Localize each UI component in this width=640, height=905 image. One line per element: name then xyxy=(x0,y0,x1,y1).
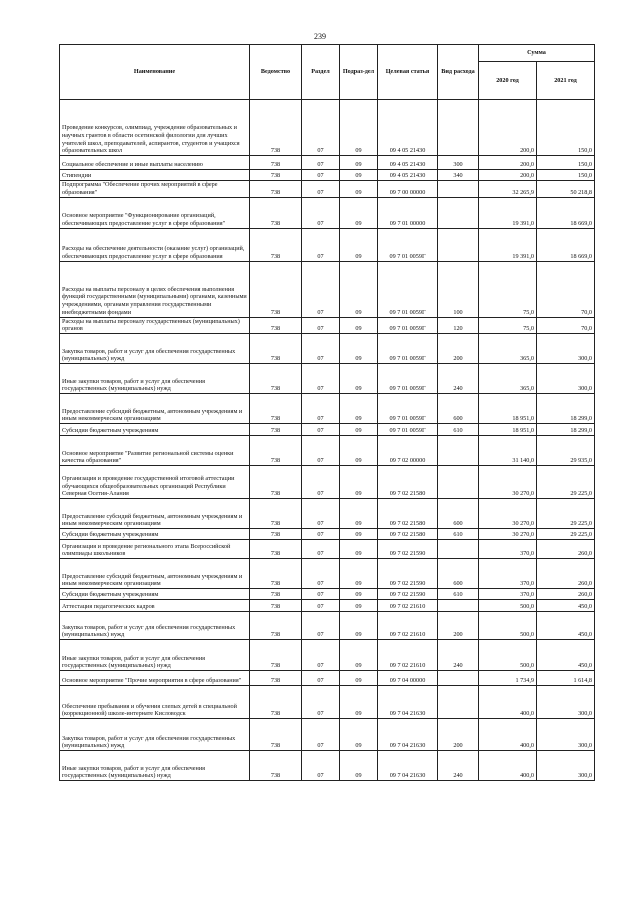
row-dept: 738 xyxy=(250,317,302,334)
row-name: Обеспечение пребывания и обучения слепых детей в специальной (коррекционной) школе-интернате Кисловодск xyxy=(60,686,250,719)
row-subsection: 09 xyxy=(340,499,378,529)
row-amount-2021: 29 225,0 xyxy=(537,466,595,499)
row-exp-type: 240 xyxy=(438,364,479,394)
header-exp-type: Вид расхода xyxy=(438,45,479,100)
row-amount-2020: 500,0 xyxy=(479,612,537,640)
row-section: 07 xyxy=(302,100,340,156)
row-target: 09 7 00 00000 xyxy=(378,181,438,198)
row-subsection: 09 xyxy=(340,686,378,719)
row-section: 07 xyxy=(302,529,340,540)
row-target: 09 7 01 0059Г xyxy=(378,261,438,317)
row-amount-2020: 30 270,0 xyxy=(479,466,537,499)
row-dept: 738 xyxy=(250,529,302,540)
row-amount-2020: 18 951,0 xyxy=(479,424,537,436)
row-dept: 738 xyxy=(250,559,302,589)
row-section: 07 xyxy=(302,364,340,394)
row-amount-2021: 18 299,0 xyxy=(537,394,595,424)
row-exp-type xyxy=(438,197,479,228)
row-exp-type: 200 xyxy=(438,334,479,364)
row-amount-2020: 400,0 xyxy=(479,751,537,781)
row-target: 09 7 04 21630 xyxy=(378,686,438,719)
row-name: Аттестация педагогических кадров xyxy=(60,600,250,612)
row-amount-2021: 450,0 xyxy=(537,600,595,612)
table-row xyxy=(60,540,595,559)
row-section: 07 xyxy=(302,466,340,499)
row-section: 07 xyxy=(302,436,340,466)
row-section: 07 xyxy=(302,671,340,686)
row-amount-2020: 365,0 xyxy=(479,364,537,394)
row-name: Подпрограмма "Обеспечение прочих мероприятий в сфере образования" xyxy=(60,181,250,198)
row-section: 07 xyxy=(302,559,340,589)
row-amount-2020: 75,0 xyxy=(479,317,537,334)
row-exp-type xyxy=(438,228,479,261)
row-name: Расходы на выплаты персоналу государственных (муниципальных) органов xyxy=(60,317,250,334)
row-name: Иные закупки товаров, работ и услуг для обеспечения государственных (муниципальных) нужд xyxy=(60,364,250,394)
table-row xyxy=(60,170,595,181)
row-section: 07 xyxy=(302,600,340,612)
table-row xyxy=(60,317,595,334)
row-exp-type xyxy=(438,671,479,686)
row-subsection: 09 xyxy=(340,671,378,686)
row-section: 07 xyxy=(302,686,340,719)
row-section: 07 xyxy=(302,499,340,529)
row-subsection: 09 xyxy=(340,100,378,156)
row-target: 09 7 02 21590 xyxy=(378,559,438,589)
row-name: Закупка товаров, работ и услуг для обеспечения государственных (муниципальных) нужд xyxy=(60,334,250,364)
row-dept: 738 xyxy=(250,334,302,364)
table-row xyxy=(60,466,595,499)
row-amount-2021: 150,0 xyxy=(537,170,595,181)
row-subsection: 09 xyxy=(340,719,378,751)
row-target: 09 7 04 00000 xyxy=(378,671,438,686)
row-target: 09 7 02 21610 xyxy=(378,600,438,612)
row-section: 07 xyxy=(302,334,340,364)
table-row xyxy=(60,364,595,394)
row-amount-2021: 50 218,8 xyxy=(537,181,595,198)
header-target: Целевая статья xyxy=(378,45,438,100)
table-row xyxy=(60,228,595,261)
table-row xyxy=(60,612,595,640)
row-amount-2021: 260,0 xyxy=(537,540,595,559)
row-amount-2021: 18 669,0 xyxy=(537,228,595,261)
row-subsection: 09 xyxy=(340,540,378,559)
row-amount-2020: 19 391,0 xyxy=(479,197,537,228)
table-row xyxy=(60,600,595,612)
row-amount-2021: 300,0 xyxy=(537,334,595,364)
row-target: 09 7 01 0059Г xyxy=(378,424,438,436)
header-dept: Ведомство xyxy=(250,45,302,100)
row-section: 07 xyxy=(302,751,340,781)
row-amount-2020: 200,0 xyxy=(479,156,537,170)
row-subsection: 09 xyxy=(340,612,378,640)
row-amount-2021: 300,0 xyxy=(537,719,595,751)
row-section: 07 xyxy=(302,228,340,261)
row-amount-2020: 370,0 xyxy=(479,540,537,559)
row-target: 09 7 02 21610 xyxy=(378,612,438,640)
row-amount-2021: 29 225,0 xyxy=(537,499,595,529)
row-amount-2020: 500,0 xyxy=(479,600,537,612)
row-exp-type xyxy=(438,436,479,466)
row-target: 09 4 05 21430 xyxy=(378,156,438,170)
row-target: 09 7 04 21630 xyxy=(378,719,438,751)
row-section: 07 xyxy=(302,540,340,559)
table-row xyxy=(60,197,595,228)
row-dept: 738 xyxy=(250,436,302,466)
row-target: 09 7 02 00000 xyxy=(378,436,438,466)
row-amount-2021: 300,0 xyxy=(537,751,595,781)
row-name: Закупка товаров, работ и услуг для обеспечения государственных (муниципальных) нужд xyxy=(60,719,250,751)
row-dept: 738 xyxy=(250,424,302,436)
row-dept: 738 xyxy=(250,170,302,181)
row-amount-2020: 30 270,0 xyxy=(479,529,537,540)
row-target: 09 7 01 0059Г xyxy=(378,394,438,424)
row-target: 09 7 01 0059Г xyxy=(378,317,438,334)
row-subsection: 09 xyxy=(340,640,378,671)
row-dept: 738 xyxy=(250,197,302,228)
row-dept: 738 xyxy=(250,181,302,198)
row-subsection: 09 xyxy=(340,394,378,424)
row-section: 07 xyxy=(302,589,340,600)
row-name: Расходы на обеспечение деятельности (оказание услуг) организаций, обеспечивающих предоставление услуг в сфере образования xyxy=(60,228,250,261)
row-section: 07 xyxy=(302,424,340,436)
row-exp-type xyxy=(438,600,479,612)
row-dept: 738 xyxy=(250,640,302,671)
row-subsection: 09 xyxy=(340,559,378,589)
row-exp-type: 340 xyxy=(438,170,479,181)
row-exp-type: 610 xyxy=(438,424,479,436)
row-subsection: 09 xyxy=(340,156,378,170)
row-name: Проведение конкурсов, олимпиад, учреждение образовательных и научных грантов в области осетинской филологии для лучших учителей школ, преподавателей, аспирантов, студентов и учащихся образовательных школ xyxy=(60,100,250,156)
row-amount-2021: 70,0 xyxy=(537,261,595,317)
header-name: Наименование xyxy=(60,45,250,100)
row-section: 07 xyxy=(302,197,340,228)
row-target: 09 7 01 0059Г xyxy=(378,334,438,364)
row-exp-type: 610 xyxy=(438,529,479,540)
row-section: 07 xyxy=(302,719,340,751)
row-exp-type: 600 xyxy=(438,499,479,529)
row-section: 07 xyxy=(302,156,340,170)
row-target: 09 7 02 21580 xyxy=(378,466,438,499)
row-subsection: 09 xyxy=(340,751,378,781)
table-row xyxy=(60,181,595,198)
row-exp-type: 120 xyxy=(438,317,479,334)
row-dept: 738 xyxy=(250,466,302,499)
table-row xyxy=(60,751,595,781)
row-amount-2020: 365,0 xyxy=(479,334,537,364)
table-row xyxy=(60,686,595,719)
row-name: Расходы на выплаты персоналу в целях обеспечения выполнения функций государственными (муниципальными) органами, казенными учреждениями, органами управления государственными внебюджетными фондами xyxy=(60,261,250,317)
row-dept: 738 xyxy=(250,751,302,781)
row-dept: 738 xyxy=(250,261,302,317)
table-row xyxy=(60,424,595,436)
row-exp-type xyxy=(438,100,479,156)
row-exp-type: 600 xyxy=(438,394,479,424)
row-target: 09 4 05 21430 xyxy=(378,100,438,156)
row-amount-2021: 300,0 xyxy=(537,364,595,394)
row-dept: 738 xyxy=(250,394,302,424)
row-dept: 738 xyxy=(250,499,302,529)
row-subsection: 09 xyxy=(340,466,378,499)
row-name: Социальное обеспечение и иные выплаты населению xyxy=(60,156,250,170)
row-name: Субсидии бюджетным учреждениям xyxy=(60,529,250,540)
header-year-2020: 2020 год xyxy=(479,62,537,100)
row-target: 09 7 01 00000 xyxy=(378,197,438,228)
row-exp-type: 610 xyxy=(438,589,479,600)
header-year-2021: 2021 год xyxy=(537,62,595,100)
table-row xyxy=(60,671,595,686)
row-name: Стипендии xyxy=(60,170,250,181)
row-name: Субсидии бюджетным учреждениям xyxy=(60,424,250,436)
row-name: Организация и проведение государственной итоговой аттестации обучающихся общеобразовательных организаций Республики Северная Осетия-Алания xyxy=(60,466,250,499)
row-name: Организация и проведение регионального этапа Всероссийской олимпиады школьников xyxy=(60,540,250,559)
row-name: Предоставление субсидий бюджетным, автономным учреждениям и иным некоммерческим организациям xyxy=(60,394,250,424)
table-row xyxy=(60,589,595,600)
row-exp-type xyxy=(438,181,479,198)
row-amount-2021: 300,0 xyxy=(537,686,595,719)
row-amount-2020: 200,0 xyxy=(479,170,537,181)
row-subsection: 09 xyxy=(340,197,378,228)
table-row xyxy=(60,719,595,751)
table-row xyxy=(60,156,595,170)
row-amount-2020: 30 270,0 xyxy=(479,499,537,529)
row-target: 09 4 05 21430 xyxy=(378,170,438,181)
row-exp-type: 200 xyxy=(438,719,479,751)
table-row xyxy=(60,436,595,466)
row-subsection: 09 xyxy=(340,317,378,334)
row-subsection: 09 xyxy=(340,436,378,466)
row-amount-2020: 19 391,0 xyxy=(479,228,537,261)
row-dept: 738 xyxy=(250,156,302,170)
row-amount-2021: 18 669,0 xyxy=(537,197,595,228)
row-amount-2020: 370,0 xyxy=(479,589,537,600)
row-dept: 738 xyxy=(250,612,302,640)
row-dept: 738 xyxy=(250,719,302,751)
row-exp-type: 240 xyxy=(438,640,479,671)
table-row xyxy=(60,334,595,364)
row-amount-2020: 400,0 xyxy=(479,686,537,719)
budget-table xyxy=(59,44,595,781)
header-section: Раздел xyxy=(302,45,340,100)
row-amount-2021: 450,0 xyxy=(537,640,595,671)
table-row xyxy=(60,261,595,317)
row-section: 07 xyxy=(302,181,340,198)
header-subsection: Подраз-дел xyxy=(340,45,378,100)
row-subsection: 09 xyxy=(340,170,378,181)
row-section: 07 xyxy=(302,170,340,181)
row-exp-type: 240 xyxy=(438,751,479,781)
row-name: Предоставление субсидий бюджетным, автономным учреждениям и иным некоммерческим организациям xyxy=(60,559,250,589)
row-amount-2020: 1 734,9 xyxy=(479,671,537,686)
row-section: 07 xyxy=(302,317,340,334)
row-amount-2021: 260,0 xyxy=(537,559,595,589)
row-dept: 738 xyxy=(250,671,302,686)
row-exp-type: 200 xyxy=(438,612,479,640)
row-amount-2020: 500,0 xyxy=(479,640,537,671)
row-subsection: 09 xyxy=(340,261,378,317)
row-amount-2021: 150,0 xyxy=(537,156,595,170)
row-target: 09 7 01 0059Г xyxy=(378,228,438,261)
row-amount-2021: 1 614,8 xyxy=(537,671,595,686)
row-subsection: 09 xyxy=(340,364,378,394)
table-row xyxy=(60,640,595,671)
row-dept: 738 xyxy=(250,686,302,719)
row-section: 07 xyxy=(302,640,340,671)
row-subsection: 09 xyxy=(340,334,378,364)
row-exp-type xyxy=(438,686,479,719)
row-subsection: 09 xyxy=(340,529,378,540)
row-name: Предоставление субсидий бюджетным, автономным учреждениям и иным некоммерческим организациям xyxy=(60,499,250,529)
row-amount-2021: 29 935,0 xyxy=(537,436,595,466)
row-dept: 738 xyxy=(250,589,302,600)
row-amount-2021: 29 225,0 xyxy=(537,529,595,540)
row-exp-type: 300 xyxy=(438,156,479,170)
row-amount-2021: 260,0 xyxy=(537,589,595,600)
row-dept: 738 xyxy=(250,100,302,156)
row-name: Иные закупки товаров, работ и услуг для обеспечения государственных (муниципальных) нужд xyxy=(60,751,250,781)
row-name: Основное мероприятие "Функционирование организаций, обеспечивающих предоставление услуг в сфере образования" xyxy=(60,197,250,228)
row-target: 09 7 02 21590 xyxy=(378,540,438,559)
row-amount-2021: 450,0 xyxy=(537,612,595,640)
page-number: 239 xyxy=(314,32,326,41)
row-amount-2020: 400,0 xyxy=(479,719,537,751)
row-dept: 738 xyxy=(250,600,302,612)
row-amount-2021: 70,0 xyxy=(537,317,595,334)
row-amount-2021: 150,0 xyxy=(537,100,595,156)
row-subsection: 09 xyxy=(340,589,378,600)
row-name: Основное мероприятие "Прочие мероприятия в сфере образования" xyxy=(60,671,250,686)
row-subsection: 09 xyxy=(340,424,378,436)
row-amount-2020: 75,0 xyxy=(479,261,537,317)
row-name: Иные закупки товаров, работ и услуг для обеспечения государственных (муниципальных) нужд xyxy=(60,640,250,671)
row-section: 07 xyxy=(302,394,340,424)
table-row xyxy=(60,100,595,156)
row-subsection: 09 xyxy=(340,600,378,612)
row-amount-2020: 200,0 xyxy=(479,100,537,156)
row-amount-2021: 18 299,0 xyxy=(537,424,595,436)
row-section: 07 xyxy=(302,261,340,317)
row-dept: 738 xyxy=(250,540,302,559)
row-target: 09 7 01 0059Г xyxy=(378,364,438,394)
table-row xyxy=(60,499,595,529)
row-target: 09 7 02 21590 xyxy=(378,589,438,600)
row-amount-2020: 32 265,9 xyxy=(479,181,537,198)
row-exp-type: 100 xyxy=(438,261,479,317)
row-subsection: 09 xyxy=(340,228,378,261)
table-row xyxy=(60,559,595,589)
table-row xyxy=(60,529,595,540)
header-sum: Сумма xyxy=(479,45,595,62)
row-dept: 738 xyxy=(250,364,302,394)
row-amount-2020: 31 140,0 xyxy=(479,436,537,466)
row-target: 09 7 02 21580 xyxy=(378,529,438,540)
row-exp-type xyxy=(438,466,479,499)
row-target: 09 7 04 21630 xyxy=(378,751,438,781)
row-amount-2020: 18 951,0 xyxy=(479,394,537,424)
row-name: Субсидии бюджетным учреждениям xyxy=(60,589,250,600)
row-dept: 738 xyxy=(250,228,302,261)
row-exp-type: 600 xyxy=(438,559,479,589)
row-name: Закупка товаров, работ и услуг для обеспечения государственных (муниципальных) нужд xyxy=(60,612,250,640)
row-name: Основное мероприятие "Развитие региональной системы оценки качества образования" xyxy=(60,436,250,466)
row-section: 07 xyxy=(302,612,340,640)
row-target: 09 7 02 21610 xyxy=(378,640,438,671)
row-exp-type xyxy=(438,540,479,559)
row-amount-2020: 370,0 xyxy=(479,559,537,589)
table-row xyxy=(60,394,595,424)
row-subsection: 09 xyxy=(340,181,378,198)
row-target: 09 7 02 21580 xyxy=(378,499,438,529)
